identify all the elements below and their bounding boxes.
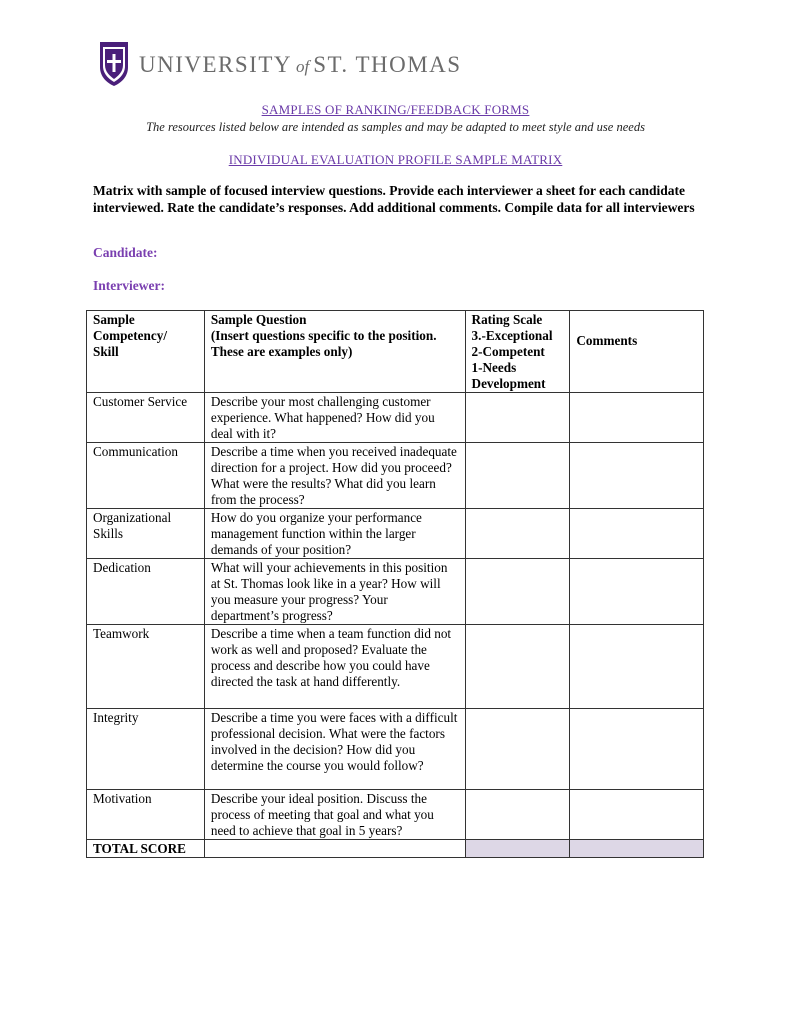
header-competency bbox=[87, 311, 205, 393]
competency-cell: Customer Service bbox=[87, 393, 205, 443]
page-title: SAMPLES OF RANKING/FEEDBACK FORMS bbox=[261, 102, 530, 117]
competency-cell: Communication bbox=[87, 443, 205, 509]
comments-cell[interactable] bbox=[570, 509, 704, 559]
header-competency-line: Skill bbox=[93, 344, 119, 359]
logo-wordmark-st-thomas: ST. THOMAS bbox=[313, 51, 462, 77]
table-row bbox=[87, 625, 704, 709]
table-row bbox=[87, 443, 704, 509]
shield-crest-icon bbox=[97, 41, 131, 87]
total-score-question-cell bbox=[204, 840, 465, 858]
header-rating-line: Development bbox=[471, 376, 546, 391]
competency-cell: Teamwork bbox=[87, 625, 205, 709]
total-score-label: TOTAL SCORE bbox=[87, 840, 205, 858]
table-row bbox=[87, 790, 704, 840]
comments-cell[interactable] bbox=[570, 559, 704, 625]
total-score-comments-cell[interactable] bbox=[570, 840, 704, 858]
total-score-row bbox=[87, 840, 704, 858]
header-rating-line: Rating Scale bbox=[471, 312, 543, 327]
interviewer-label: Interviewer: bbox=[93, 278, 165, 293]
question-cell: Describe your most challenging customer experience. What happened? How did you deal with it? bbox=[204, 393, 465, 443]
table-row bbox=[87, 709, 704, 790]
rating-cell[interactable] bbox=[465, 709, 570, 790]
table-row bbox=[87, 559, 704, 625]
header-rating-scale bbox=[465, 311, 570, 393]
header-competency-line: Competency/ bbox=[93, 328, 167, 343]
table-row bbox=[87, 393, 704, 443]
competency-cell: Integrity bbox=[87, 709, 205, 790]
header-question-line: (Insert questions specific to the position. bbox=[210, 328, 437, 343]
header-rating-line: 3.-Exceptional bbox=[471, 328, 553, 343]
rating-cell[interactable] bbox=[465, 509, 570, 559]
table-header-row bbox=[87, 311, 704, 393]
question-cell: Describe a time when a team function did not work as well and proposed? Evaluate the process and describe how you could have directed the task at hand differently. bbox=[204, 625, 465, 709]
rating-cell[interactable] bbox=[465, 559, 570, 625]
header-rating-line: 1-Needs bbox=[471, 360, 517, 375]
logo-wordmark bbox=[139, 53, 462, 76]
competency-cell: Organizational Skills bbox=[87, 509, 205, 559]
question-cell: How do you organize your performance management function within the larger demands of your position? bbox=[204, 509, 465, 559]
table-row bbox=[87, 509, 704, 559]
header-question-line: Sample Question bbox=[210, 312, 307, 327]
header-rating-line: 2-Competent bbox=[471, 344, 545, 359]
rating-cell[interactable] bbox=[465, 393, 570, 443]
candidate-label: Candidate: bbox=[93, 245, 158, 260]
competency-cell: Motivation bbox=[87, 790, 205, 840]
university-logo bbox=[97, 41, 462, 87]
comments-cell[interactable] bbox=[570, 709, 704, 790]
question-cell: What will your achievements in this position at St. Thomas look like in a year? How will you measure your progress? Your department’s progress? bbox=[204, 559, 465, 625]
logo-wordmark-of: of bbox=[296, 56, 310, 76]
question-cell: Describe a time you were faces with a difficult professional decision. What were the factors involved in the decision? How did you determine the course you would follow? bbox=[204, 709, 465, 790]
matrix-title: INDIVIDUAL EVALUATION PROFILE SAMPLE MATRIX bbox=[228, 152, 563, 167]
rating-cell[interactable] bbox=[465, 790, 570, 840]
comments-cell[interactable] bbox=[570, 443, 704, 509]
comments-cell[interactable] bbox=[570, 625, 704, 709]
logo-wordmark-university: UNIVERSITY bbox=[139, 51, 292, 77]
rating-cell[interactable] bbox=[465, 625, 570, 709]
intro-instructions: Matrix with sample of focused interview questions. Provide each interviewer a sheet for each candidate interviewed. Rate the candidate’s responses. Add additional comments. Compile data for all interviewers bbox=[93, 183, 695, 215]
header-question-line: These are examples only) bbox=[210, 344, 353, 359]
header-question bbox=[204, 311, 465, 393]
comments-cell[interactable] bbox=[570, 393, 704, 443]
page-subtitle: The resources listed below are intended as samples and may be adapted to meet style and use needs bbox=[146, 120, 645, 134]
question-cell: Describe a time when you received inadequate direction for a project. How did you proceed? What were the results? What did you learn from the process? bbox=[204, 443, 465, 509]
competency-cell: Dedication bbox=[87, 559, 205, 625]
total-score-rating-cell[interactable] bbox=[465, 840, 570, 858]
comments-cell[interactable] bbox=[570, 790, 704, 840]
evaluation-matrix-table bbox=[86, 310, 704, 858]
header-competency-line: Sample bbox=[93, 312, 135, 327]
header-comments: Comments bbox=[570, 311, 704, 393]
question-cell: Describe your ideal position. Discuss the process of meeting that goal and what you need to achieve that goal in 5 years? bbox=[204, 790, 465, 840]
rating-cell[interactable] bbox=[465, 443, 570, 509]
